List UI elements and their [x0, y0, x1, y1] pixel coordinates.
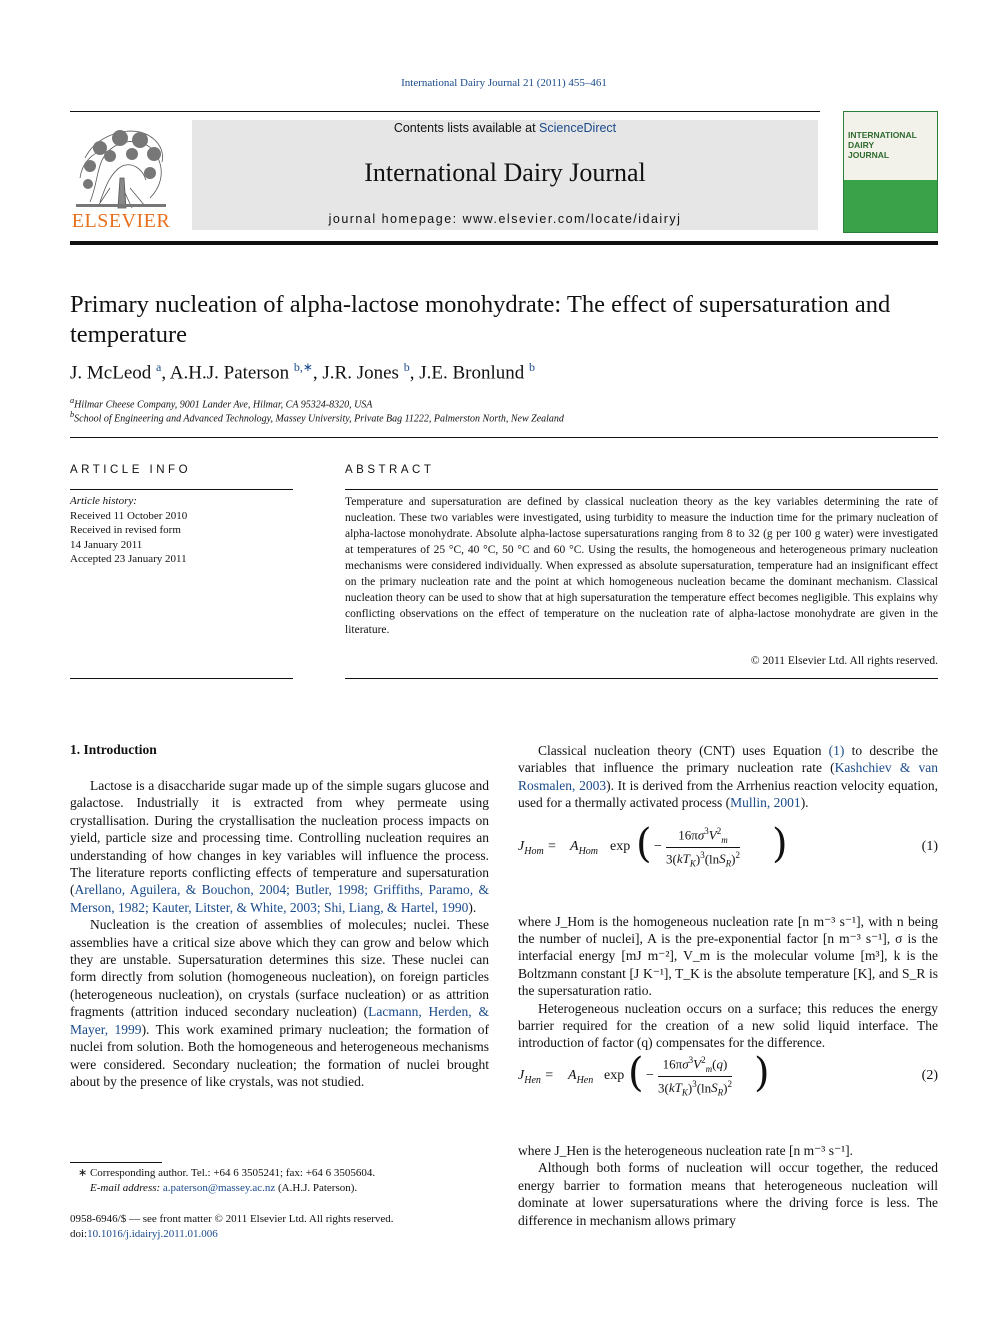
journal-cover-thumbnail[interactable]	[843, 111, 938, 233]
history-item: Received 11 October 2010	[70, 509, 188, 522]
author-affiliation-mark[interactable]: b,∗	[293, 360, 313, 374]
email-footnote: E-mail address: a.paterson@massey.ac.nz (A.H.J. Paterson).	[90, 1182, 358, 1194]
affiliation-a: $^a$Hilmar Cheese Company, 9001 Lander Ave, Hilmar, CA 95324-8320, USA	[70, 396, 373, 411]
body-column-left	[70, 777, 489, 1090]
divider	[70, 489, 293, 490]
paragraph: Lactose is a disaccharide sugar made up of the simple sugars glucose and galactose. Industrially it is extracted from whey permeate using crystallisation. During the crystallisation the nucleation process impacts on yield, particle size and processing time. Controlling nucleation requires an understanding of how changes in key variables will influence the process. The literature reports conflicting effects of temperature and supersaturation (Arellano, Aguilera, & Bouchon, 2004; Butler, 1998; Griffiths, Paramo, & Merson, 1982; Kauter, Litster, & White, 2003; Shi, Liang, & Hartel, 1990).	[70, 778, 489, 915]
equation-link[interactable]: (1)	[828, 743, 845, 758]
abstract-copyright: © 2011 Elsevier Ltd. All rights reserved.	[750, 655, 938, 667]
paragraph: Although both forms of nucleation will occur together, the reduced energy barrier to formation means that heterogeneous nucleation will dominate at lower supersaturations where the driving force is less. The difference in mechanism allows primary	[518, 1160, 938, 1228]
affiliation-b: $^b$School of Engineering and Advanced Technology, Massey University, Private Bag 11222, Palmerston North, New Zealand	[70, 410, 564, 425]
article-info-heading: ARTICLE INFO	[70, 464, 192, 476]
citation-link[interactable]: Mullin, 2001	[730, 795, 801, 811]
elsevier-wordmark: ELSEVIER	[71, 210, 171, 232]
citation-link[interactable]: Arellano, Aguilera, & Bouchon, 2004; Butler, 1998; Griffiths, Paramo, & Merson, 1982; Kauter, Litster, & White, 2003; Shi, Liang, & Hartel, 1990	[70, 882, 489, 915]
contents-available-line: Contents lists available at ScienceDirect	[393, 121, 617, 135]
article-history	[70, 494, 187, 567]
history-heading: Article history:	[70, 495, 137, 507]
author-affiliation-mark[interactable]: b	[403, 360, 410, 374]
author-name: J.E. Bronlund	[419, 362, 525, 384]
divider	[70, 437, 938, 438]
paragraph: Heterogeneous nucleation occurs on a surface; this reduces the energy barrier required for the creation of a new solid liquid interface. The introduction of factor (q) compensates for the difference.	[518, 1000, 938, 1051]
equation-1: $J_{Hom}$ = $A_{Hom}$ exp ( − $16\pi\sigma^3V^2_m$ $3(kT_K)^3(\ln S_R)^2$ ) (1)	[518, 821, 938, 869]
journal-citation[interactable]: International Dairy Journal 21 (2011) 455–461	[401, 77, 607, 89]
header-top-rule	[70, 111, 820, 112]
cover-title: INTERNATIONAL DAIRY JOURNAL	[848, 130, 917, 160]
author-affiliation-mark[interactable]: b	[528, 360, 535, 374]
author-name: J. McLeod	[70, 362, 152, 384]
doi-link[interactable]: 10.1016/j.idairyj.2011.01.006	[87, 1228, 218, 1240]
journal-name: International Dairy Journal	[364, 158, 646, 187]
paragraph: where J_Hom is the homogeneous nucleation rate [n m⁻³ s⁻¹], with n being the number of nuclei], A is the pre-exponential factor [n m⁻³ s⁻¹], σ is the interfacial energy [mJ m⁻²], V_m is the molecular volume [m³], k is the Boltzmann constant [J K⁻¹], T_K is the absolute temperature [K], and S_R is the supersaturation ratio.	[518, 913, 938, 999]
citation-link[interactable]: Lacmann, Herden, & Mayer, 1999	[70, 1004, 489, 1037]
author-name: A.H.J. Paterson	[169, 362, 290, 384]
divider	[345, 678, 938, 679]
equation-2: $J_{Hen}$ = $A_{Hen}$ exp ( − $16\pi\sigma^3V^2_m(q)$ $3(kT_K)^3(\ln S_R)^2$ ) (2)	[518, 1050, 938, 1098]
author-name: J.R. Jones	[322, 362, 399, 384]
abstract-body: Temperature and supersaturation are defined by classical nucleation theory as the key variables determining the rate of nucleation. These two variables were investigated, using turbidity to measure the induction time for the primary nucleation of alpha-lactose monohydrate. Absolute alpha-lactose supersaturations ranging from 8 to 32 (g per 100 g water) were investigated at temperatures of 25 °C, 40 °C, 50 °C and 60 °C. Using the results, the homogeneous and heterogeneous primary nucleation mechanisms were considered individually. When expressed as absolute supersaturation, temperature had an insignificant effect on the primary nucleation rate and the point at which homogeneous nucleation became the dominant mechanism. Classical nucleation theory can be used to show that at high supersaturation the temperature effect becomes negligible. This explains why conflicting observations on the effect of temperature on the nucleation rate of alpha-lactose monohydrate are given in the literature.	[345, 496, 938, 636]
history-item: Received in revised form	[70, 524, 181, 536]
citation-link[interactable]: Kashchiev & van Rosmalen, 2003	[518, 760, 938, 793]
divider	[70, 678, 293, 679]
history-item: Accepted 23 January 2011	[70, 553, 187, 565]
divider	[345, 489, 938, 490]
equation-number: (1)	[921, 839, 938, 854]
abstract-heading: ABSTRACT	[345, 464, 435, 476]
corresponding-author-footnote: ∗ Corresponding author. Tel.: +64 6 3505241; fax: +64 6 3505604.	[78, 1167, 376, 1179]
section-heading-introduction: 1. Introduction	[70, 742, 157, 757]
author-affiliation-mark[interactable]: a	[156, 360, 162, 374]
equation-number: (2)	[921, 1068, 938, 1083]
header-bottom-rule	[70, 241, 938, 245]
footnote-rule	[70, 1162, 162, 1163]
paragraph: Classical nucleation theory (CNT) uses Equation (1) to describe the variables that influence the primary nucleation rate (Kashchiev & van Rosmalen, 2003). It is derived from the Arrhenius reaction velocity equation, used for a thermally activated process (Mullin, 2001).	[518, 743, 938, 811]
paragraph: Nucleation is the creation of assemblies of molecules; nuclei. These assemblies have a critical size above which they can grow and below which they are unstable. Supersaturation determines this size. These nuclei can form directly from solution (homogeneous nucleation), on foreign particles (heterogeneous nucleation), on crystals (surface nucleation) or as attrition fragments (attrition induced secondary nucleation) (Lacmann, Herden, & Mayer, 1999). This work examined primary nucleation; the formation of nuclei from solution. Both the homogeneous and heterogeneous mechanisms were considered. Secondary nucleation; the formation of nuclei brought about by the presence of like crystals, was not studied.	[70, 917, 489, 1089]
journal-homepage[interactable]: journal homepage: www.elsevier.com/locate/idairyj	[328, 212, 682, 226]
body-column-right	[518, 742, 938, 1229]
doi-line: doi:10.1016/j.idairyj.2011.01.006	[70, 1228, 218, 1240]
paragraph: where J_Hen is the heterogeneous nucleation rate [n m⁻³ s⁻¹].	[518, 1142, 853, 1158]
author-list: J. McLeod $^a$, A.H.J. Paterson $^{b,∗}$, J.R. Jones $^b$, J.E. Bronlund $^b$	[70, 360, 535, 384]
email-link[interactable]: a.paterson@massey.ac.nz	[162, 1182, 276, 1194]
history-item: 14 January 2011	[70, 538, 143, 551]
article-title: Primary nucleation of alpha-lactose monohydrate: The effect of supersaturation and temperature	[70, 291, 891, 348]
sciencedirect-link[interactable]: ScienceDirect	[539, 121, 617, 135]
issn-line: 0958-6946/$ — see front matter © 2011 Elsevier Ltd. All rights reserved.	[70, 1213, 394, 1225]
